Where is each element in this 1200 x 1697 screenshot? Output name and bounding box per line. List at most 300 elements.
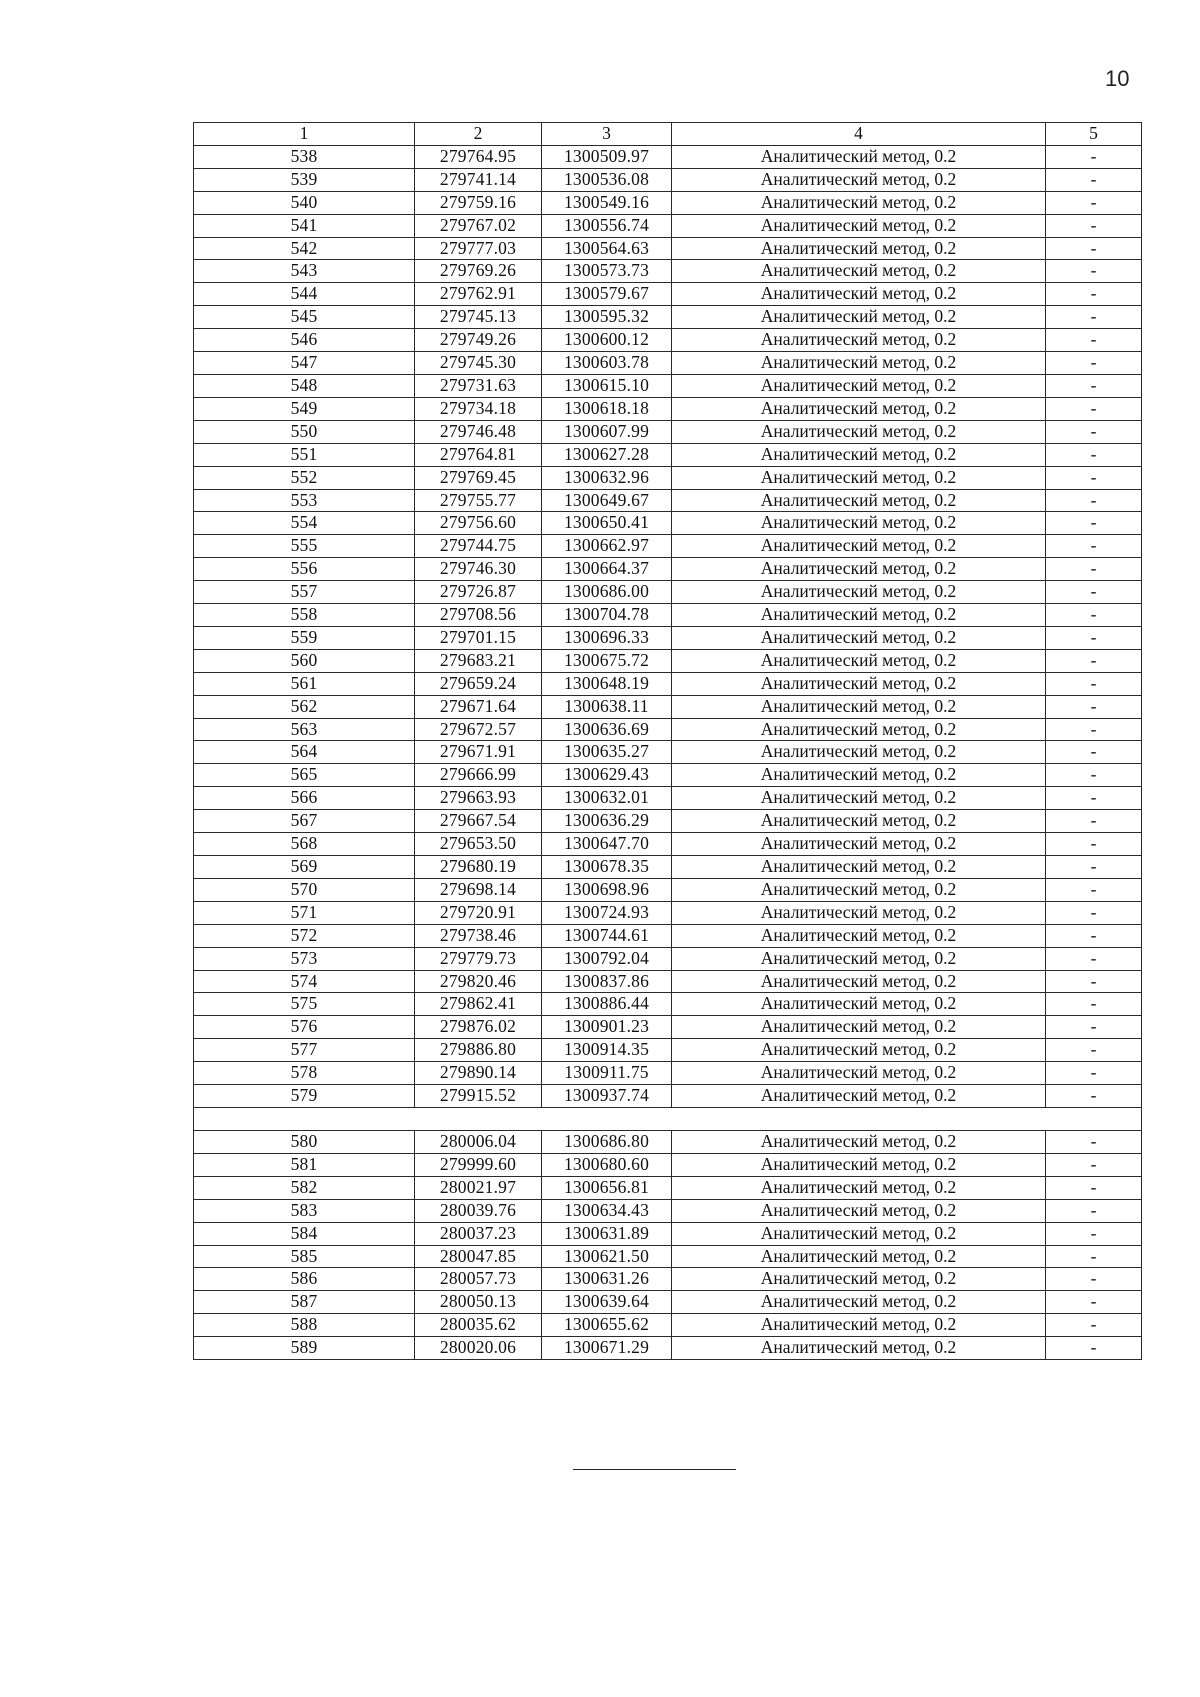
y-coordinate-cell: 1300650.41	[542, 512, 672, 535]
point-number-cell: 561	[194, 672, 415, 695]
y-coordinate-cell: 1300635.27	[542, 741, 672, 764]
x-coordinate-cell: 279671.91	[415, 741, 542, 764]
note-cell: -	[1046, 283, 1142, 306]
x-coordinate-cell: 279762.91	[415, 283, 542, 306]
y-coordinate-cell: 1300744.61	[542, 924, 672, 947]
x-coordinate-cell: 279746.30	[415, 558, 542, 581]
x-coordinate-cell: 279663.93	[415, 787, 542, 810]
table-row	[194, 833, 1142, 856]
method-accuracy-cell: Аналитический метод, 0.2	[672, 1153, 1046, 1176]
note-cell: -	[1046, 420, 1142, 443]
x-coordinate-cell: 279759.16	[415, 191, 542, 214]
y-coordinate-cell: 1300662.97	[542, 535, 672, 558]
note-cell: -	[1046, 443, 1142, 466]
y-coordinate-cell: 1300631.89	[542, 1222, 672, 1245]
note-cell: -	[1046, 558, 1142, 581]
method-accuracy-cell: Аналитический метод, 0.2	[672, 1337, 1046, 1360]
note-cell: -	[1046, 1039, 1142, 1062]
note-cell: -	[1046, 306, 1142, 329]
y-coordinate-cell: 1300621.50	[542, 1245, 672, 1268]
header-row	[194, 123, 1142, 146]
method-accuracy-cell: Аналитический метод, 0.2	[672, 214, 1046, 237]
block-separator-row	[194, 1107, 1142, 1130]
x-coordinate-cell: 280047.85	[415, 1245, 542, 1268]
note-cell: -	[1046, 924, 1142, 947]
method-accuracy-cell: Аналитический метод, 0.2	[672, 993, 1046, 1016]
method-accuracy-cell: Аналитический метод, 0.2	[672, 168, 1046, 191]
table-row	[194, 1268, 1142, 1291]
y-coordinate-cell: 1300649.67	[542, 489, 672, 512]
x-coordinate-cell: 279745.13	[415, 306, 542, 329]
end-of-page-rule	[573, 1469, 736, 1470]
y-coordinate-cell: 1300627.28	[542, 443, 672, 466]
table-row	[194, 535, 1142, 558]
table-row	[194, 489, 1142, 512]
method-accuracy-cell: Аналитический метод, 0.2	[672, 1016, 1046, 1039]
y-coordinate-cell: 1300564.63	[542, 237, 672, 260]
note-cell: -	[1046, 970, 1142, 993]
method-accuracy-cell: Аналитический метод, 0.2	[672, 329, 1046, 352]
point-number-cell: 570	[194, 878, 415, 901]
x-coordinate-cell: 280035.62	[415, 1314, 542, 1337]
x-coordinate-cell: 279726.87	[415, 581, 542, 604]
table-row	[194, 214, 1142, 237]
point-number-cell: 554	[194, 512, 415, 535]
table-row	[194, 970, 1142, 993]
point-number-cell: 587	[194, 1291, 415, 1314]
table-row	[194, 420, 1142, 443]
page-number: 10	[1105, 66, 1130, 91]
table-row	[194, 695, 1142, 718]
method-accuracy-cell: Аналитический метод, 0.2	[672, 1039, 1046, 1062]
y-coordinate-cell: 1300837.86	[542, 970, 672, 993]
table-row	[194, 352, 1142, 375]
y-coordinate-cell: 1300639.64	[542, 1291, 672, 1314]
point-number-cell: 573	[194, 947, 415, 970]
point-number-cell: 557	[194, 581, 415, 604]
method-accuracy-cell: Аналитический метод, 0.2	[672, 924, 1046, 947]
y-coordinate-cell: 1300648.19	[542, 672, 672, 695]
point-number-cell: 562	[194, 695, 415, 718]
y-coordinate-cell: 1300632.96	[542, 466, 672, 489]
method-accuracy-cell: Аналитический метод, 0.2	[672, 878, 1046, 901]
point-number-cell: 566	[194, 787, 415, 810]
method-accuracy-cell: Аналитический метод, 0.2	[672, 672, 1046, 695]
note-cell: -	[1046, 695, 1142, 718]
note-cell: -	[1046, 604, 1142, 627]
point-number-cell: 574	[194, 970, 415, 993]
method-accuracy-cell: Аналитический метод, 0.2	[672, 283, 1046, 306]
point-number-cell: 552	[194, 466, 415, 489]
note-cell: -	[1046, 260, 1142, 283]
method-accuracy-cell: Аналитический метод, 0.2	[672, 489, 1046, 512]
x-coordinate-cell: 279756.60	[415, 512, 542, 535]
method-accuracy-cell: Аналитический метод, 0.2	[672, 1291, 1046, 1314]
note-cell: -	[1046, 1314, 1142, 1337]
x-coordinate-cell: 279769.26	[415, 260, 542, 283]
note-cell: -	[1046, 672, 1142, 695]
note-cell: -	[1046, 1016, 1142, 1039]
point-number-cell: 582	[194, 1176, 415, 1199]
point-number-cell: 543	[194, 260, 415, 283]
y-coordinate-cell: 1300678.35	[542, 856, 672, 879]
point-number-cell: 550	[194, 420, 415, 443]
table-row	[194, 1176, 1142, 1199]
x-coordinate-cell: 279708.56	[415, 604, 542, 627]
y-coordinate-cell: 1300704.78	[542, 604, 672, 627]
y-coordinate-cell: 1300686.00	[542, 581, 672, 604]
table-row	[194, 947, 1142, 970]
y-coordinate-cell: 1300615.10	[542, 374, 672, 397]
table-row	[194, 1222, 1142, 1245]
table-row	[194, 1039, 1142, 1062]
point-number-cell: 556	[194, 558, 415, 581]
y-coordinate-cell: 1300509.97	[542, 145, 672, 168]
table-row	[194, 1153, 1142, 1176]
table-row	[194, 374, 1142, 397]
method-accuracy-cell: Аналитический метод, 0.2	[672, 374, 1046, 397]
x-coordinate-cell: 279667.54	[415, 810, 542, 833]
point-number-cell: 579	[194, 1085, 415, 1108]
method-accuracy-cell: Аналитический метод, 0.2	[672, 901, 1046, 924]
method-accuracy-cell: Аналитический метод, 0.2	[672, 718, 1046, 741]
y-coordinate-cell: 1300618.18	[542, 397, 672, 420]
note-cell: -	[1046, 833, 1142, 856]
x-coordinate-cell: 279683.21	[415, 649, 542, 672]
method-accuracy-cell: Аналитический метод, 0.2	[672, 833, 1046, 856]
x-coordinate-cell: 279890.14	[415, 1062, 542, 1085]
table-row	[194, 466, 1142, 489]
note-cell: -	[1046, 1085, 1142, 1108]
note-cell: -	[1046, 466, 1142, 489]
y-coordinate-cell: 1300603.78	[542, 352, 672, 375]
table-row	[194, 810, 1142, 833]
point-number-cell: 544	[194, 283, 415, 306]
x-coordinate-cell: 280006.04	[415, 1130, 542, 1153]
header-col-2: 2	[415, 123, 542, 146]
table-row	[194, 672, 1142, 695]
y-coordinate-cell: 1300631.26	[542, 1268, 672, 1291]
method-accuracy-cell: Аналитический метод, 0.2	[672, 695, 1046, 718]
x-coordinate-cell: 279755.77	[415, 489, 542, 512]
table-row	[194, 1062, 1142, 1085]
note-cell: -	[1046, 352, 1142, 375]
table-row	[194, 558, 1142, 581]
point-number-cell: 589	[194, 1337, 415, 1360]
coordinates-table	[193, 122, 1142, 1360]
method-accuracy-cell: Аналитический метод, 0.2	[672, 1222, 1046, 1245]
table-row	[194, 1245, 1142, 1268]
point-number-cell: 540	[194, 191, 415, 214]
method-accuracy-cell: Аналитический метод, 0.2	[672, 397, 1046, 420]
method-accuracy-cell: Аналитический метод, 0.2	[672, 420, 1046, 443]
table-row	[194, 168, 1142, 191]
method-accuracy-cell: Аналитический метод, 0.2	[672, 947, 1046, 970]
x-coordinate-cell: 279701.15	[415, 626, 542, 649]
x-coordinate-cell: 279666.99	[415, 764, 542, 787]
point-number-cell: 569	[194, 856, 415, 879]
point-number-cell: 571	[194, 901, 415, 924]
y-coordinate-cell: 1300680.60	[542, 1153, 672, 1176]
note-cell: -	[1046, 947, 1142, 970]
table-row	[194, 237, 1142, 260]
point-number-cell: 542	[194, 237, 415, 260]
note-cell: -	[1046, 901, 1142, 924]
x-coordinate-cell: 279731.63	[415, 374, 542, 397]
method-accuracy-cell: Аналитический метод, 0.2	[672, 535, 1046, 558]
note-cell: -	[1046, 1222, 1142, 1245]
table-row	[194, 145, 1142, 168]
point-number-cell: 555	[194, 535, 415, 558]
x-coordinate-cell: 279744.75	[415, 535, 542, 558]
y-coordinate-cell: 1300638.11	[542, 695, 672, 718]
x-coordinate-cell: 279999.60	[415, 1153, 542, 1176]
point-number-cell: 547	[194, 352, 415, 375]
note-cell: -	[1046, 626, 1142, 649]
x-coordinate-cell: 279876.02	[415, 1016, 542, 1039]
table-row	[194, 1337, 1142, 1360]
method-accuracy-cell: Аналитический метод, 0.2	[672, 443, 1046, 466]
point-number-cell: 586	[194, 1268, 415, 1291]
y-coordinate-cell: 1300664.37	[542, 558, 672, 581]
table-row	[194, 741, 1142, 764]
point-number-cell: 575	[194, 993, 415, 1016]
y-coordinate-cell: 1300656.81	[542, 1176, 672, 1199]
method-accuracy-cell: Аналитический метод, 0.2	[672, 1085, 1046, 1108]
y-coordinate-cell: 1300634.43	[542, 1199, 672, 1222]
method-accuracy-cell: Аналитический метод, 0.2	[672, 810, 1046, 833]
method-accuracy-cell: Аналитический метод, 0.2	[672, 649, 1046, 672]
point-number-cell: 538	[194, 145, 415, 168]
table-row	[194, 512, 1142, 535]
method-accuracy-cell: Аналитический метод, 0.2	[672, 970, 1046, 993]
point-number-cell: 549	[194, 397, 415, 420]
point-number-cell: 565	[194, 764, 415, 787]
y-coordinate-cell: 1300698.96	[542, 878, 672, 901]
y-coordinate-cell: 1300629.43	[542, 764, 672, 787]
point-number-cell: 567	[194, 810, 415, 833]
point-number-cell: 584	[194, 1222, 415, 1245]
x-coordinate-cell: 279659.24	[415, 672, 542, 695]
header-col-4: 4	[672, 123, 1046, 146]
note-cell: -	[1046, 718, 1142, 741]
y-coordinate-cell: 1300595.32	[542, 306, 672, 329]
y-coordinate-cell: 1300632.01	[542, 787, 672, 810]
note-cell: -	[1046, 1130, 1142, 1153]
table-row	[194, 1130, 1142, 1153]
method-accuracy-cell: Аналитический метод, 0.2	[672, 191, 1046, 214]
note-cell: -	[1046, 397, 1142, 420]
table-row	[194, 924, 1142, 947]
note-cell: -	[1046, 1153, 1142, 1176]
x-coordinate-cell: 279777.03	[415, 237, 542, 260]
note-cell: -	[1046, 581, 1142, 604]
x-coordinate-cell: 279698.14	[415, 878, 542, 901]
table-row	[194, 901, 1142, 924]
note-cell: -	[1046, 237, 1142, 260]
header-col-5: 5	[1046, 123, 1142, 146]
point-number-cell: 585	[194, 1245, 415, 1268]
y-coordinate-cell: 1300600.12	[542, 329, 672, 352]
point-number-cell: 548	[194, 374, 415, 397]
point-number-cell: 578	[194, 1062, 415, 1085]
x-coordinate-cell: 279738.46	[415, 924, 542, 947]
x-coordinate-cell: 279741.14	[415, 168, 542, 191]
point-number-cell: 553	[194, 489, 415, 512]
y-coordinate-cell: 1300647.70	[542, 833, 672, 856]
y-coordinate-cell: 1300556.74	[542, 214, 672, 237]
x-coordinate-cell: 279769.45	[415, 466, 542, 489]
x-coordinate-cell: 280039.76	[415, 1199, 542, 1222]
y-coordinate-cell: 1300937.74	[542, 1085, 672, 1108]
method-accuracy-cell: Аналитический метод, 0.2	[672, 145, 1046, 168]
x-coordinate-cell: 279764.95	[415, 145, 542, 168]
x-coordinate-cell: 280057.73	[415, 1268, 542, 1291]
note-cell: -	[1046, 535, 1142, 558]
table-row	[194, 649, 1142, 672]
x-coordinate-cell: 279779.73	[415, 947, 542, 970]
y-coordinate-cell: 1300901.23	[542, 1016, 672, 1039]
method-accuracy-cell: Аналитический метод, 0.2	[672, 787, 1046, 810]
note-cell: -	[1046, 374, 1142, 397]
table-row	[194, 787, 1142, 810]
method-accuracy-cell: Аналитический метод, 0.2	[672, 581, 1046, 604]
x-coordinate-cell: 279915.52	[415, 1085, 542, 1108]
method-accuracy-cell: Аналитический метод, 0.2	[672, 604, 1046, 627]
x-coordinate-cell: 279749.26	[415, 329, 542, 352]
point-number-cell: 539	[194, 168, 415, 191]
note-cell: -	[1046, 512, 1142, 535]
point-number-cell: 576	[194, 1016, 415, 1039]
table-row	[194, 718, 1142, 741]
method-accuracy-cell: Аналитический метод, 0.2	[672, 764, 1046, 787]
table-row	[194, 191, 1142, 214]
table-row	[194, 604, 1142, 627]
table-body	[194, 145, 1142, 1359]
y-coordinate-cell: 1300607.99	[542, 420, 672, 443]
method-accuracy-cell: Аналитический метод, 0.2	[672, 1268, 1046, 1291]
table-row	[194, 397, 1142, 420]
table-row	[194, 878, 1142, 901]
point-number-cell: 564	[194, 741, 415, 764]
table-row	[194, 1199, 1142, 1222]
point-number-cell: 560	[194, 649, 415, 672]
note-cell: -	[1046, 1268, 1142, 1291]
note-cell: -	[1046, 856, 1142, 879]
x-coordinate-cell: 280021.97	[415, 1176, 542, 1199]
point-number-cell: 563	[194, 718, 415, 741]
note-cell: -	[1046, 214, 1142, 237]
y-coordinate-cell: 1300579.67	[542, 283, 672, 306]
note-cell: -	[1046, 1291, 1142, 1314]
note-cell: -	[1046, 810, 1142, 833]
y-coordinate-cell: 1300536.08	[542, 168, 672, 191]
x-coordinate-cell: 280037.23	[415, 1222, 542, 1245]
table-row	[194, 581, 1142, 604]
note-cell: -	[1046, 489, 1142, 512]
table-row	[194, 1016, 1142, 1039]
point-number-cell: 572	[194, 924, 415, 947]
note-cell: -	[1046, 145, 1142, 168]
x-coordinate-cell: 279764.81	[415, 443, 542, 466]
point-number-cell: 558	[194, 604, 415, 627]
x-coordinate-cell: 280020.06	[415, 1337, 542, 1360]
note-cell: -	[1046, 787, 1142, 810]
separator-cell	[194, 1107, 1142, 1130]
x-coordinate-cell: 279680.19	[415, 856, 542, 879]
x-coordinate-cell: 279653.50	[415, 833, 542, 856]
table-row	[194, 329, 1142, 352]
note-cell: -	[1046, 1337, 1142, 1360]
point-number-cell: 551	[194, 443, 415, 466]
y-coordinate-cell: 1300636.69	[542, 718, 672, 741]
y-coordinate-cell: 1300636.29	[542, 810, 672, 833]
y-coordinate-cell: 1300686.80	[542, 1130, 672, 1153]
method-accuracy-cell: Аналитический метод, 0.2	[672, 1245, 1046, 1268]
x-coordinate-cell: 279820.46	[415, 970, 542, 993]
table-row	[194, 1085, 1142, 1108]
y-coordinate-cell: 1300549.16	[542, 191, 672, 214]
point-number-cell: 545	[194, 306, 415, 329]
method-accuracy-cell: Аналитический метод, 0.2	[672, 466, 1046, 489]
table-row	[194, 764, 1142, 787]
y-coordinate-cell: 1300671.29	[542, 1337, 672, 1360]
header-col-1: 1	[194, 123, 415, 146]
x-coordinate-cell: 279886.80	[415, 1039, 542, 1062]
point-number-cell: 577	[194, 1039, 415, 1062]
point-number-cell: 541	[194, 214, 415, 237]
method-accuracy-cell: Аналитический метод, 0.2	[672, 741, 1046, 764]
method-accuracy-cell: Аналитический метод, 0.2	[672, 1199, 1046, 1222]
table-row	[194, 993, 1142, 1016]
x-coordinate-cell: 279734.18	[415, 397, 542, 420]
x-coordinate-cell: 279862.41	[415, 993, 542, 1016]
x-coordinate-cell: 279720.91	[415, 901, 542, 924]
table-row	[194, 443, 1142, 466]
x-coordinate-cell: 279672.57	[415, 718, 542, 741]
note-cell: -	[1046, 764, 1142, 787]
point-number-cell: 588	[194, 1314, 415, 1337]
y-coordinate-cell: 1300911.75	[542, 1062, 672, 1085]
method-accuracy-cell: Аналитический метод, 0.2	[672, 352, 1046, 375]
method-accuracy-cell: Аналитический метод, 0.2	[672, 856, 1046, 879]
method-accuracy-cell: Аналитический метод, 0.2	[672, 1176, 1046, 1199]
point-number-cell: 568	[194, 833, 415, 856]
table-header	[194, 123, 1142, 146]
header-col-3: 3	[542, 123, 672, 146]
point-number-cell: 581	[194, 1153, 415, 1176]
y-coordinate-cell: 1300696.33	[542, 626, 672, 649]
note-cell: -	[1046, 649, 1142, 672]
note-cell: -	[1046, 741, 1142, 764]
method-accuracy-cell: Аналитический метод, 0.2	[672, 1314, 1046, 1337]
method-accuracy-cell: Аналитический метод, 0.2	[672, 558, 1046, 581]
method-accuracy-cell: Аналитический метод, 0.2	[672, 1062, 1046, 1085]
note-cell: -	[1046, 168, 1142, 191]
method-accuracy-cell: Аналитический метод, 0.2	[672, 237, 1046, 260]
point-number-cell: 580	[194, 1130, 415, 1153]
y-coordinate-cell: 1300792.04	[542, 947, 672, 970]
note-cell: -	[1046, 1176, 1142, 1199]
x-coordinate-cell: 279767.02	[415, 214, 542, 237]
x-coordinate-cell: 279746.48	[415, 420, 542, 443]
y-coordinate-cell: 1300675.72	[542, 649, 672, 672]
method-accuracy-cell: Аналитический метод, 0.2	[672, 626, 1046, 649]
table-row	[194, 260, 1142, 283]
table-row	[194, 1291, 1142, 1314]
point-number-cell: 559	[194, 626, 415, 649]
method-accuracy-cell: Аналитический метод, 0.2	[672, 512, 1046, 535]
